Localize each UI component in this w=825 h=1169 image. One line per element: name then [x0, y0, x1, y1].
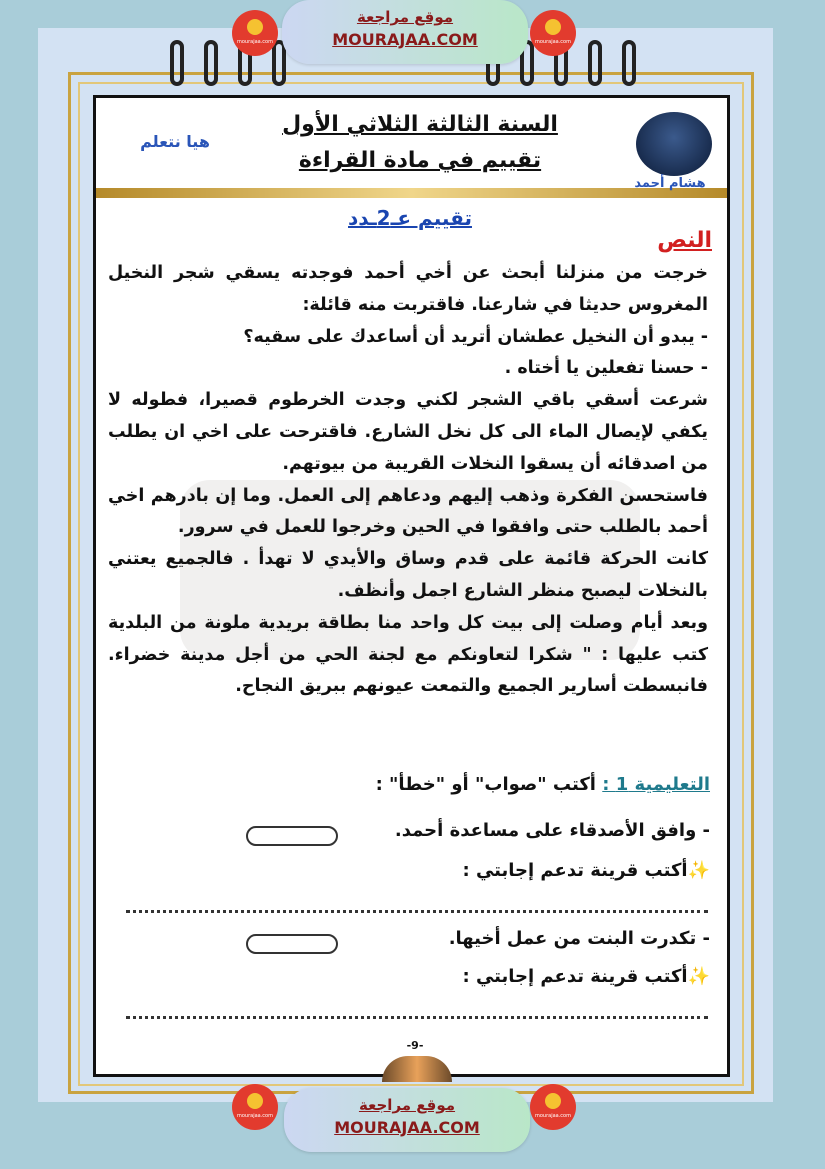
question-prompt-1: ✨أكتب قرينة تدعم إجابتي :: [462, 860, 710, 881]
ring-icon: [204, 40, 218, 86]
site-logo-icon: mourajaa.com: [530, 10, 576, 56]
question-prompt-2: ✨أكتب قرينة تدعم إجابتي :: [462, 966, 710, 987]
passage-paragraph: شرعت أسقي باقي الشجر لكني وجدت الخرطوم قصيرا، فطوله لا يكفي لإيصال الماء الى كل نخل الشارع. فاقترحت على اخي ان يطلب من اصدقائه أن يسقوا النخلات القريبة من بيوتهم.: [108, 390, 708, 474]
answer-box-1[interactable]: [246, 826, 338, 846]
site-logo-icon: mourajaa.com: [232, 1084, 278, 1130]
site-logo-icon: mourajaa.com: [232, 10, 278, 56]
site-name-arabic: موقع مراجعة: [358, 1096, 456, 1114]
section-title: النص: [657, 228, 712, 253]
site-domain: MOURAJAA.COM: [334, 1118, 480, 1137]
evaluation-title: تقييم عـ2ـدد: [348, 206, 472, 230]
site-name-arabic: موقع مراجعة: [356, 8, 454, 26]
instruction-text: أكتب "صواب" أو "خطأ" :: [375, 774, 596, 795]
author-avatar: [636, 112, 712, 176]
header-title-line1: السنة الثالثة الثلاثي الأول: [282, 112, 558, 137]
header-title-line2: تقييم في مادة القراءة: [298, 148, 542, 173]
instruction-1: [300, 774, 710, 795]
passage-paragraph: - يبدو أن النخيل عطشان أتريد أن أساعدك على سقيه؟: [243, 326, 708, 347]
page-number: -9-: [406, 1039, 424, 1052]
answer-box-2[interactable]: [246, 934, 338, 954]
passage-paragraph: وبعد أيام وصلت إلى بيت كل واحد منا بطاقة بريدية ملونة من البلدية كتب عليها : " شكرا لتعاونكم مع لجنة الحي من أجل مدينة خضراء. فانبسطت أسارير الجميع والتمعت عيونهم ببريق النجاح.: [108, 612, 708, 697]
author-name: هشام أحمد: [634, 176, 706, 191]
reading-passage: [108, 258, 708, 703]
brand-label: هيا نتعلم: [140, 132, 210, 151]
passage-paragraph: فاستحسن الفكرة وذهب إليهم ودعاهم إلى العمل. وما إن بادرهم اخي أحمد بالطلب حتى وافقوا في الحين وخرجوا للعمل في سرور.: [108, 485, 708, 538]
site-domain: MOURAJAA.COM: [332, 30, 478, 49]
site-watermark-bottom[interactable]: [284, 1088, 530, 1152]
site-logo-icon: mourajaa.com: [530, 1084, 576, 1130]
passage-paragraph: - حسنا تفعلين يا أختاه .: [504, 358, 708, 379]
instruction-label: التعليمية 1 :: [602, 774, 710, 795]
answer-line-1[interactable]: [126, 910, 708, 913]
passage-paragraph: خرجت من منزلنا أبحث عن أخي أحمد فوجدته يسقي شجر النخيل المغروس حديثا في شارعنا. فاقتربت منه قائلة:: [108, 263, 708, 315]
ring-icon: [622, 40, 636, 86]
question-statement-1: - وافق الأصدقاء على مساعدة أحمد.: [394, 820, 710, 841]
ring-icon: [170, 40, 184, 86]
passage-paragraph: كانت الحركة قائمة على قدم وساق والأيدي لا تهدأ . فالجميع يعتني بالنخلات ليصبح منظر الشارع اجمل وأنظف.: [108, 549, 708, 601]
question-statement-2: - تكدرت البنت من عمل أخيها.: [448, 928, 710, 949]
ring-icon: [588, 40, 602, 86]
site-watermark-top[interactable]: [282, 0, 528, 64]
answer-line-2[interactable]: [126, 1016, 708, 1019]
